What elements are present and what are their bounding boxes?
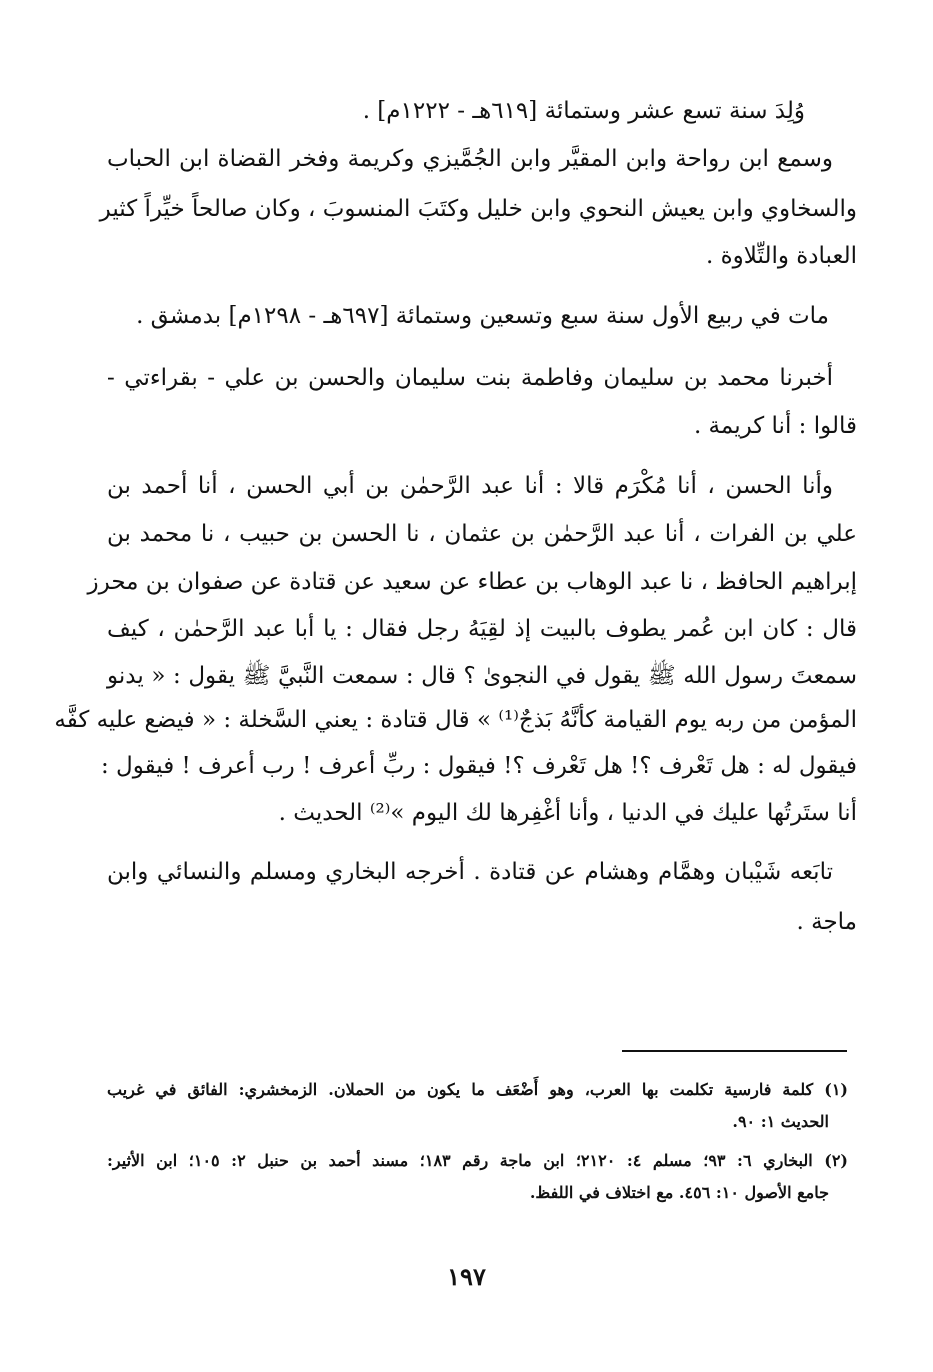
text-line: مات في ربيع الأول سنة سبع وتسعين وستمائة [٦٩٧هـ - ١٢٩٨م] بدمشق . [136, 303, 829, 329]
page-number: ١٩٧ [447, 1262, 486, 1291]
footnote-line: (١) كلمة فارسية تكلمت بها العرب، وهو أَضْعَف ما يكون من الحملان. الزمخشري: الفائق في غريب [107, 1080, 848, 1099]
text-line: قالوا : أنا كريمة . [693, 413, 857, 439]
footnote-line: (٢) البخاري ٦: ٩٣؛ مسلم ٤: ٢١٢٠؛ ابن ماجة رقم ١٨٣؛ مسند أحمد بن حنبل ٢: ١٠٥؛ ابن الأثير: [107, 1151, 848, 1170]
text-line: علي بن الفرات ، أنا عبد الرَّحمٰن بن عثمان ، نا الحسن بن حبيب ، نا محمد بن [107, 521, 857, 547]
text-line: سمعتَ رسول الله ﷺ يقول في النجوىٰ ؟ قال : سمعت النَّبيَّ ﷺ يقول : « يدنو [107, 663, 857, 689]
text-line: أنا ستَرتُها عليك في الدنيا ، وأنا أغْفِرها لك اليوم »⁽²⁾ الحديث . [278, 800, 857, 826]
text-line: المؤمن من ربه يوم القيامة كأنَّهُ بَذجٌ⁽¹⁾ » قال قتادة : يعني السَّخلة : « فيضع عليه كفَّه [54, 707, 857, 733]
text-line: فيقول له : هل تَعْرف ؟! هل تَعْرف ؟! فيقول : ربِّ أعرف ! رب أعرف ! فيقول : [100, 753, 857, 779]
text-line: العبادة والتِّلاوة . [706, 243, 857, 269]
footnote-separator [622, 1050, 847, 1052]
text-line: قال : كان ابن عُمر يطوف بالبيت إذ لقِيَهُ رجل فقال : يا أبا عبد الرَّحمٰن ، كيف [107, 616, 857, 642]
footnote-line: جامع الأصول ١٠: ٤٥٦. مع اختلاف في اللفظ. [529, 1183, 829, 1202]
text-line: تابَعه شَيْبان وهمَّام وهشام عن قتادة . أخرجه البخاري ومسلم والنسائي وابن [107, 859, 833, 885]
text-line: وُلِدَ سنة تسع عشر وستمائة [٦١٩هـ - ١٢٢٢م] . [362, 98, 805, 124]
footnote-line: الحديث ١: ٩٠. [732, 1112, 829, 1131]
text-line: وأنا الحسن ، أنا مُكْرَم قالا : أنا عبد الرَّحمٰن بن أبي الحسن ، أنا أحمد بن [107, 473, 833, 499]
text-line: ماجة . [796, 909, 857, 935]
text-line: أخبرنا محمد بن سليمان وفاطمة بنت سليمان والحسن بن علي - بقراءتي - [107, 365, 833, 391]
text-line: والسخاوي وابن يعيش النحوي وابن خليل وكتَبَ المنسوبَ ، وكان صالحاً خيِّراً كثير [99, 196, 857, 222]
text-line: وسمع ابن رواحة وابن المقيَّر وابن الجُمَّيزي وكريمة وفخر القضاة ابن الحباب [107, 146, 833, 172]
text-line: إبراهيم الحافظ ، نا عبد الوهاب بن عطاء عن سعيد عن قتادة عن صفوان بن محرز [87, 569, 857, 595]
